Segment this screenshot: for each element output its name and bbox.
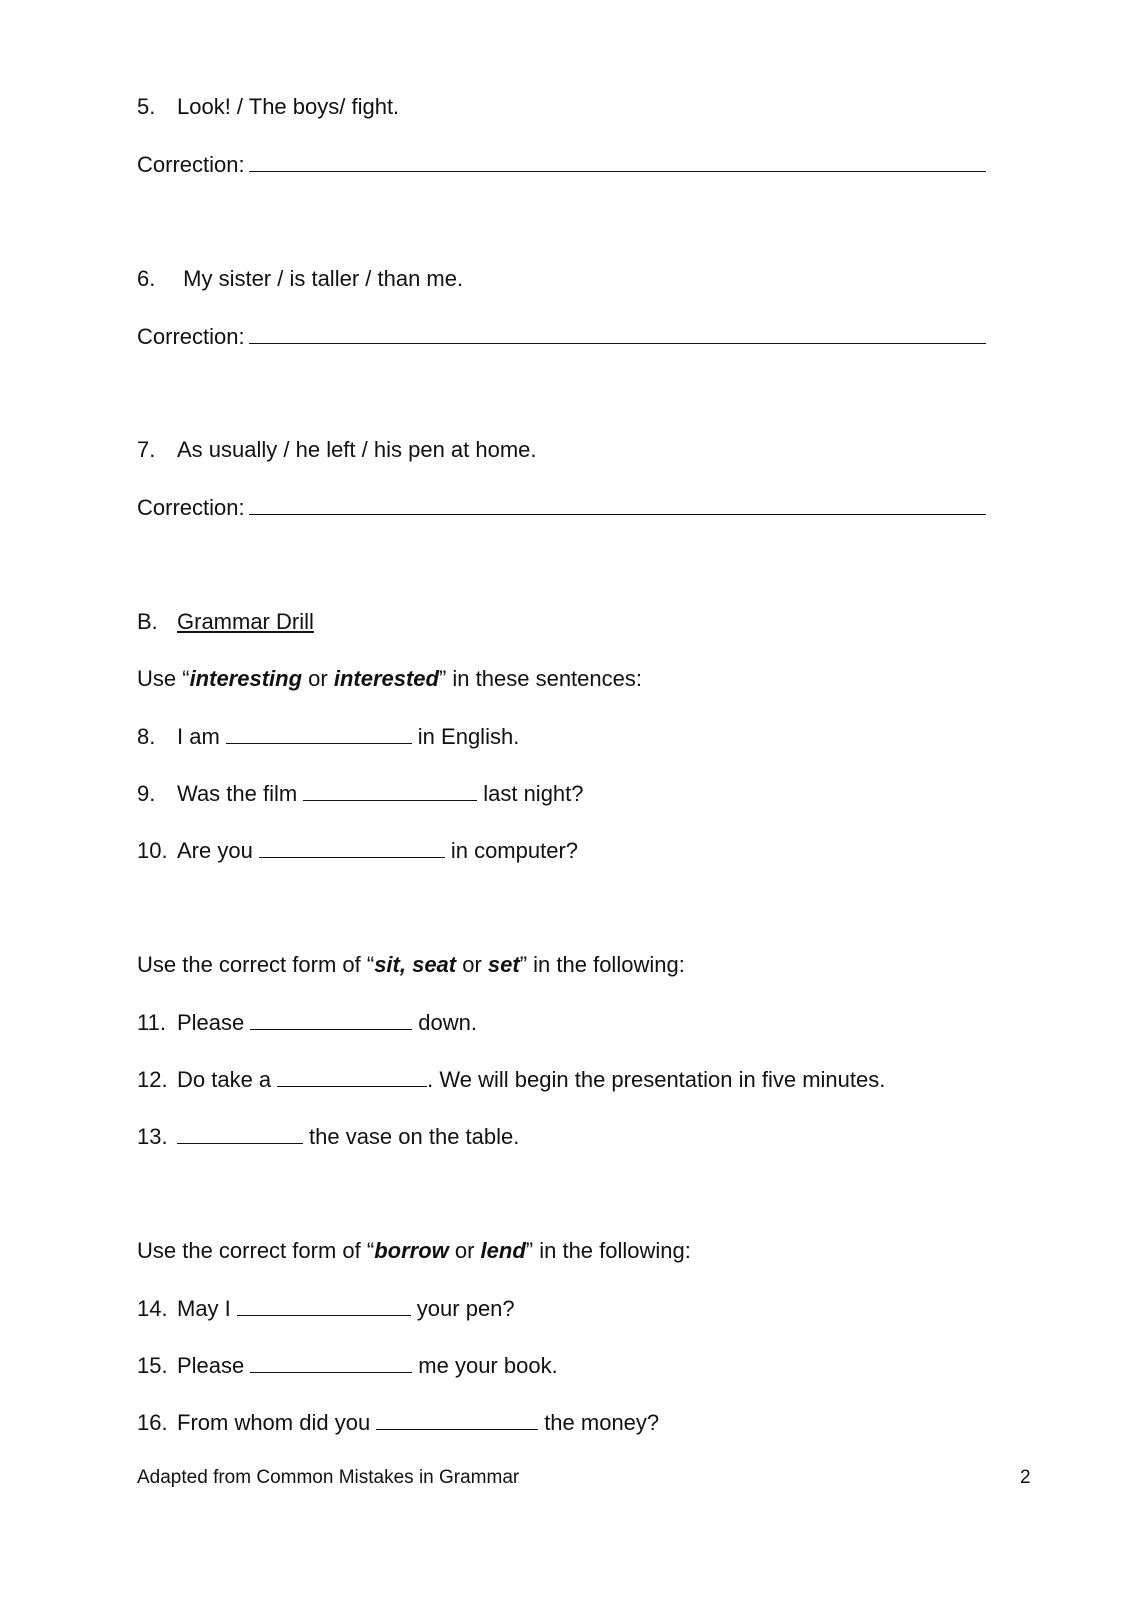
answer-blank-10[interactable] <box>259 835 445 858</box>
keyword: interesting <box>189 666 303 691</box>
instruction-text: Use the correct form of “ <box>137 952 375 977</box>
question-number: 12. <box>137 1067 168 1092</box>
section-title: Grammar Drill <box>177 609 314 634</box>
instruction-text: or <box>456 952 488 977</box>
question-12 <box>137 1064 885 1095</box>
correction-blank-5[interactable] <box>249 149 986 172</box>
question-text: May I <box>177 1296 231 1321</box>
answer-blank-15[interactable] <box>250 1350 412 1373</box>
instruction-2 <box>137 950 685 980</box>
keyword: set <box>487 952 520 977</box>
question-text: I am <box>177 724 220 749</box>
question-14 <box>137 1293 515 1324</box>
question-number: 5. <box>137 94 156 119</box>
question-text: Was the film <box>177 781 298 806</box>
answer-blank-12[interactable] <box>277 1064 427 1087</box>
question-number: 11. <box>137 1010 166 1035</box>
instruction-3 <box>137 1236 691 1266</box>
question-number: 7. <box>137 437 156 462</box>
question-text: last night? <box>483 781 584 806</box>
correction-row-7 <box>137 492 986 523</box>
question-number: 15. <box>137 1353 168 1378</box>
correction-row-5 <box>137 149 986 180</box>
correction-label: Correction: <box>137 495 245 520</box>
question-number: 9. <box>137 781 156 806</box>
keyword: sit, seat <box>374 952 457 977</box>
section-heading <box>137 607 314 637</box>
question-16 <box>137 1407 659 1438</box>
question-text: in English. <box>417 724 520 749</box>
question-number: 14. <box>137 1296 168 1321</box>
correction-blank-6[interactable] <box>249 321 986 344</box>
question-15 <box>137 1350 558 1381</box>
question-8 <box>137 721 519 752</box>
correction-row-6 <box>137 321 986 352</box>
question-9 <box>137 778 584 809</box>
question-text: the vase on the table. <box>309 1124 520 1149</box>
section-letter: B. <box>137 609 158 634</box>
question-number: 13. <box>137 1124 168 1149</box>
question-text: me your book. <box>418 1353 558 1378</box>
instruction-text: or <box>448 1238 481 1263</box>
answer-blank-8[interactable] <box>226 721 412 744</box>
question-number: 10. <box>137 838 168 863</box>
question-text: Look! / The boys/ fight. <box>177 94 400 119</box>
instruction-text: ” in the following: <box>519 952 685 977</box>
instruction-1 <box>137 664 642 694</box>
question-text: Please <box>177 1010 245 1035</box>
question-10 <box>137 835 578 866</box>
question-text: Please <box>177 1353 245 1378</box>
correction-label: Correction: <box>137 324 245 349</box>
instruction-text: Use the correct form of “ <box>137 1238 375 1263</box>
instruction-text: or <box>302 666 334 691</box>
keyword: borrow <box>374 1238 449 1263</box>
question-number: 6. <box>137 266 156 291</box>
question-text: down. <box>418 1010 477 1035</box>
answer-blank-13[interactable] <box>177 1121 303 1144</box>
keyword: lend <box>480 1238 526 1263</box>
question-text: Do take a <box>177 1067 272 1092</box>
correction-blank-7[interactable] <box>249 492 986 515</box>
question-text: My sister / is taller / than me. <box>183 266 464 291</box>
question-number: 16. <box>137 1410 168 1435</box>
question-text: From whom did you <box>177 1410 371 1435</box>
question-5 <box>137 92 399 122</box>
question-11 <box>137 1007 477 1038</box>
footer-source: Adapted from Common Mistakes in Grammar <box>137 1467 520 1488</box>
question-text: the money? <box>544 1410 660 1435</box>
answer-blank-11[interactable] <box>250 1007 412 1030</box>
question-text: in computer? <box>450 838 579 863</box>
question-number: 8. <box>137 724 156 749</box>
keyword: interested <box>333 666 439 691</box>
question-7 <box>137 435 537 465</box>
answer-blank-9[interactable] <box>303 778 477 801</box>
question-text: your pen? <box>416 1296 515 1321</box>
answer-blank-14[interactable] <box>237 1293 411 1316</box>
question-6 <box>137 264 463 294</box>
correction-label: Correction: <box>137 152 245 177</box>
question-text: . We will begin the presentation in five minutes. <box>427 1067 886 1092</box>
instruction-text: Use “ <box>137 666 190 691</box>
instruction-text: ” in these sentences: <box>438 666 642 691</box>
question-text: As usually / he left / his pen at home. <box>177 437 537 462</box>
question-text: Are you <box>177 838 253 863</box>
question-13 <box>137 1121 519 1152</box>
page-number: 2 <box>1020 1467 1031 1488</box>
instruction-text: ” in the following: <box>525 1238 691 1263</box>
answer-blank-16[interactable] <box>376 1407 538 1430</box>
